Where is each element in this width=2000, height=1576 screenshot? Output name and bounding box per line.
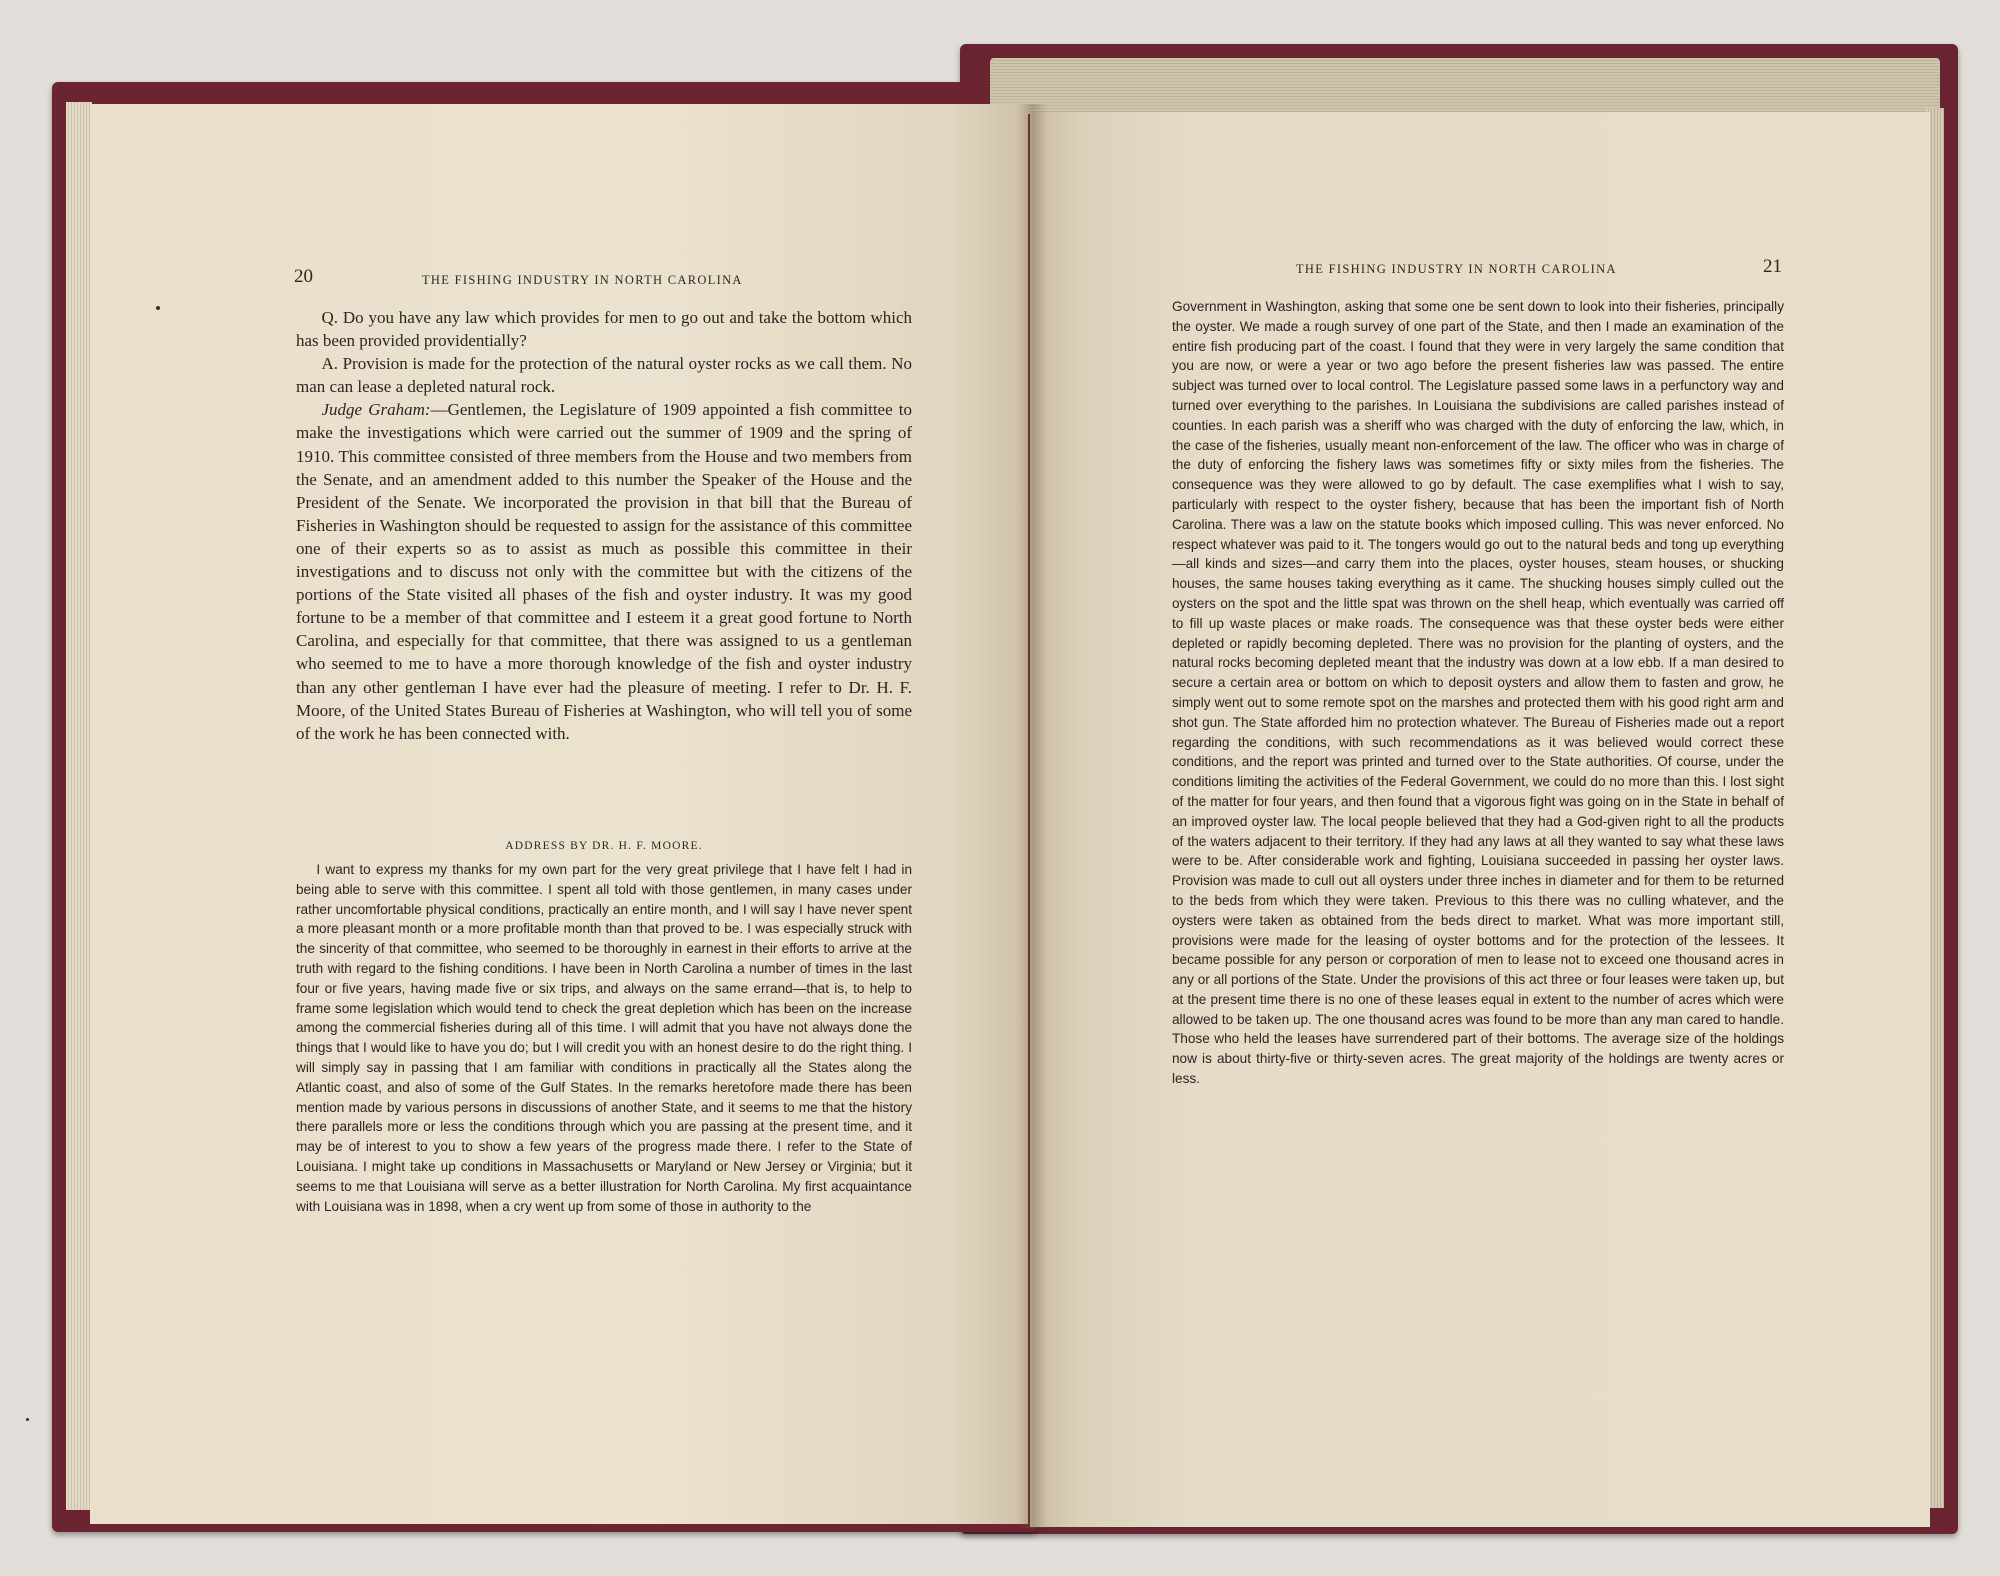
page-block-top-edge xyxy=(990,58,1940,114)
paper-speck xyxy=(156,306,160,310)
question-paragraph: Q. Do you have any law which provides for men to go out and take the bottom which has been provided providentially? xyxy=(296,308,912,351)
left-running-head: THE FISHING INDUSTRY IN NORTH CAROLINA xyxy=(422,273,743,287)
right-page-number: 21 xyxy=(1763,256,1782,277)
address-heading: ADDRESS BY DR. H. F. MOORE. xyxy=(505,840,703,852)
address-paragraph: I want to express my thanks for my own part for the very great privilege that I have felt I had in being able to serve with this committee. I spent all told with those gentlemen, in many cases under rather uncomfortable physical conditions, practically an entire month, and I will say I have never spent a more pleasant month or a more profitable month than that proved to be. I was especially struck with the sincerity of that committee, who seemed to be thoroughly in earnest in their efforts to arrive at the truth with regard to the fishing conditions. I have been in North Carolina a number of times in the last four or five years, having made five or six trips, and always on the same errand—that is, to help to frame some legislation which would tend to check the great depletion which has been on the increase among the commercial fisheries during all of this time. I will admit that you have not always done the things that I would like to have you do; but I will credit you with an honest desire to do the right thing. I will simply say in passing that I am familiar with conditions in practically all the States along the Atlantic coast, and also of some of the Gulf States. In the remarks heretofore made there has been mention made by various persons in discussions of another State, and it seems to me that the history there parallels more or less the conditions through which you are passing at the present time, and it may be of interest to you to show a few years of the progress made there. I refer to the State of Louisiana. I might take up conditions in Massachusetts or Maryland or New Jersey or Virginia; but it seems to me that Louisiana will serve as a better illustration for North Carolina. My first acquaintance with Louisiana was in 1898, when a cry went up from some of those in authority to the xyxy=(296,862,912,1214)
left-page-number: 20 xyxy=(294,266,313,287)
paper-speck xyxy=(26,1418,29,1421)
book-gutter xyxy=(1018,104,1048,1528)
graham-paragraph xyxy=(296,398,912,744)
left-page-body xyxy=(296,306,912,745)
answer-paragraph: A. Provision is made for the protection of the natural oyster rocks as we call them. No man can lease a depleted natural rock. xyxy=(296,354,912,397)
speaker-name: Judge Graham: xyxy=(321,400,431,420)
right-paragraph: Government in Washington, asking that some one be sent down to look into their fisheries, principally the oyster. We made a rough survey of one part of the State, and then I made an examination of the entire fish producing part of the coast. I found that they were in very largely the same condition that you are now, or were a year or two ago before the present fisheries law was passed. The entire subject was turned over to local control. The Legislature passed some laws in a perfunctory way and turned over everything to the parishes. In Louisiana the subdivisions are called parishes instead of counties. In each parish was a sheriff who was charged with the duty of enforcing the law, which, in the case of the fisheries, usually meant non-enforcement of the law. The officer who was in charge of the duty of enforcing the fishery laws was sometimes fifty or sixty miles from the fisheries. The consequence was they were allowed to go by default. The case exemplifies what I wish to say, particularly with respect to the oyster fishery, because that has been the important fish of North Carolina. There was a law on the statute books which imposed culling. This was never enforced. No respect whatever was paid to it. The tongers would go out to the natural beds and tong up everything—all kinds and sizes—and carry them into the places, oyster houses, steam houses, or shucking houses, the same houses taking everything as it came. The shucking houses simply culled out the oysters on the spot and the little spat was thrown on the shell heap, which eventually was carried off to fill up waste places or make roads. The consequence was that these oyster beds were either depleted or rapidly becoming depleted. There was no provision for the planting of oysters, and the natural rocks becoming depleted meant that the industry was down at a low ebb. If a man desired to secure a certain area or bottom on which to deposit oysters and allow them to fasten and grow, he simply went out to some remote spot on the marshes and protected them with his good right arm and shot gun. The State afforded him no protection whatever. The Bureau of Fisheries made out a report regarding the conditions, with such recommendations as it was believed would correct these conditions, and the report was printed and turned over to the State authorities. Of course, under the conditions limiting the activities of the Federal Government, we could do no more than this. I lost sight of the matter for four years, and then found that a vigorous fight was going on in the State in behalf of an improved oyster law. The local people believed that they had a God-given right to all the products of the waters adjacent to their territory. If they had any laws at all they wanted to say what these laws were to be. After considerable work and fighting, Louisiana succeeded in passing her oyster laws. Provision was made to cull out all oysters under three inches in diameter and for them to be returned to the beds from which they were taken. Previous to this there was no culling whatever, and the oysters were taken as obtained from the beds direct to market. What was more important still, provisions were made for the leasing of oyster bottoms and for the protection of the lessees. It became possible for any person or corporation of men to lease not to exceed one thousand acres in any or all portions of the State. Under the provisions of this act three or four leases were taken up, but at the present time there is no one of these leases equal in extent to the number of acres which were allowed to be taken up. The one thousand acres was found to be more than any man cared to handle. Those who held the leases have surrendered part of their bottoms. The average size of the holdings now is about thirty-five or thirty-seven acres. The great majority of the holdings are twenty acres or less. xyxy=(1172,299,1784,1087)
graham-text: —Gentlemen, the Legislature of 1909 appointed a fish committee to make the investigations which were carried out the summer of 1909 and the spring of 1910. This committee consisted of three members from the House and two members from the Senate, and an amendment added to this number the Speaker of the House and the President of the Senate. We incorporated the provision in that bill that the Bureau of Fisheries in Washington should be requested to assign for the assistance of this committee one of their experts so as to assist as much as possible this committee in their investigations and to discuss not only with the committee but with the citizens of the portions of the State visited all phases of the fish and oyster industry. It was my good fortune to be a member of that committee and I esteem it a great good fortune to North Carolina, and especially for that committee, that there was assigned to us a gentleman who seemed to me to have a more thorough knowledge of the fish and oyster industry than any other gentleman I have ever had the pleasure of meeting. I refer to Dr. H. F. Moore, of the United States Bureau of Fisheries at Washington, who will tell you of some of the work he has been connected with. xyxy=(296,400,913,743)
page-block-left-edge xyxy=(66,102,92,1510)
right-page-body xyxy=(1172,297,1784,1089)
address-text xyxy=(296,860,912,1216)
right-running-head: THE FISHING INDUSTRY IN NORTH CAROLINA xyxy=(1296,262,1617,276)
